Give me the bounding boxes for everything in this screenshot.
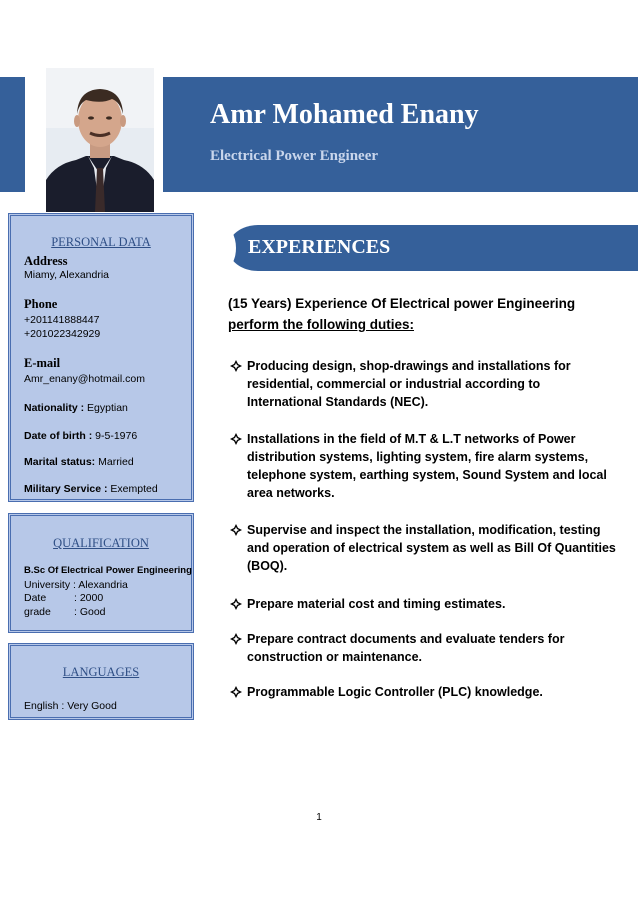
diamond-bullet-icon — [230, 360, 242, 372]
personal-data-panel — [8, 213, 194, 502]
diamond-bullet-icon — [230, 433, 242, 445]
line: Supervise and inspect the installation, modification, testing — [247, 523, 601, 537]
line: Installations in the field of M.T & L.T networks of Power — [247, 432, 576, 446]
intro-line-2: perform the following duties: — [228, 317, 414, 332]
line: (BOQ). — [247, 559, 288, 573]
degree-value: B.Sc Of Electrical Power Engineering — [24, 565, 192, 576]
duty-text — [247, 630, 632, 666]
qualification-panel — [8, 513, 194, 633]
personal-data-heading: PERSONAL DATA — [51, 235, 151, 249]
email-label: E-mail — [24, 356, 61, 370]
address-label: Address — [24, 254, 68, 268]
diamond-bullet-icon — [230, 598, 242, 610]
nationality-row — [24, 402, 128, 414]
duty-text — [247, 357, 632, 411]
military-label: Military Service : — [24, 483, 108, 495]
duty-text — [247, 521, 632, 575]
nationality-value: Egyptian — [84, 402, 128, 414]
dob-row — [24, 430, 137, 442]
language-english: English : Very Good — [24, 700, 117, 712]
candidate-title: Electrical Power Engineer — [210, 148, 379, 164]
date-label: Date — [24, 592, 47, 604]
line: Programmable Logic Controller (PLC) knowledge. — [247, 685, 543, 699]
diamond-bullet-icon — [230, 633, 242, 645]
university-value: University : Alexandria — [24, 579, 128, 591]
header-band-left — [0, 77, 25, 192]
dob-label: Date of birth : — [24, 430, 93, 442]
experiences-heading: EXPERIENCES — [248, 236, 391, 258]
duty-text — [247, 683, 632, 701]
marital-row — [24, 456, 134, 468]
grade-label: grade — [24, 606, 51, 618]
line: International Standards (NEC). — [247, 395, 429, 409]
grade-value: : Good — [74, 606, 106, 618]
languages-panel — [8, 643, 194, 720]
address-value: Miamy, Alexandria — [24, 269, 110, 281]
date-value: : 2000 — [74, 592, 104, 604]
phone-value-2: +201022342929 — [24, 328, 101, 340]
email-value: Amr_enany@hotmail.com — [24, 373, 145, 385]
intro-line-1: (15 Years) Experience Of Electrical power Engineering — [228, 296, 576, 311]
experience-intro — [228, 293, 628, 335]
page-number: 1 — [316, 812, 322, 823]
line: residential, commercial or industrial according to — [247, 377, 541, 391]
line: construction or maintenance. — [247, 650, 423, 664]
line: area networks. — [247, 486, 335, 500]
phone-value-1: +201141888447 — [24, 314, 100, 326]
dob-value: 9-5-1976 — [92, 430, 138, 442]
candidate-name: Amr Mohamed Enany — [210, 99, 479, 130]
nationality-label: Nationality : — [24, 402, 85, 414]
qualification-heading: QUALIFICATION — [53, 536, 149, 550]
experiences-tab-notch — [222, 225, 236, 271]
duty-text — [247, 595, 632, 613]
line: and operation of electrical system as well as Bill Of Quantities — [247, 541, 616, 555]
line: Prepare contract documents and evaluate tenders for — [247, 632, 565, 646]
military-value: Exempted — [107, 483, 158, 495]
diamond-bullet-icon — [230, 524, 242, 536]
languages-heading: LANGUAGES — [62, 665, 140, 679]
marital-value: Married — [95, 456, 134, 468]
line: telephone system, earthing system, Sound System and local — [247, 468, 607, 482]
phone-label: Phone — [24, 297, 58, 311]
line: distribution systems, lighting system, fire alarm systems, — [247, 450, 589, 464]
line: Producing design, shop-drawings and installations for — [247, 359, 571, 373]
marital-label: Marital status: — [24, 456, 96, 468]
diamond-bullet-icon — [230, 686, 242, 698]
profile-photo — [46, 68, 154, 212]
line: Prepare material cost and timing estimates. — [247, 597, 506, 611]
duty-text — [247, 430, 632, 502]
header-band — [163, 77, 638, 192]
military-row — [24, 483, 158, 495]
